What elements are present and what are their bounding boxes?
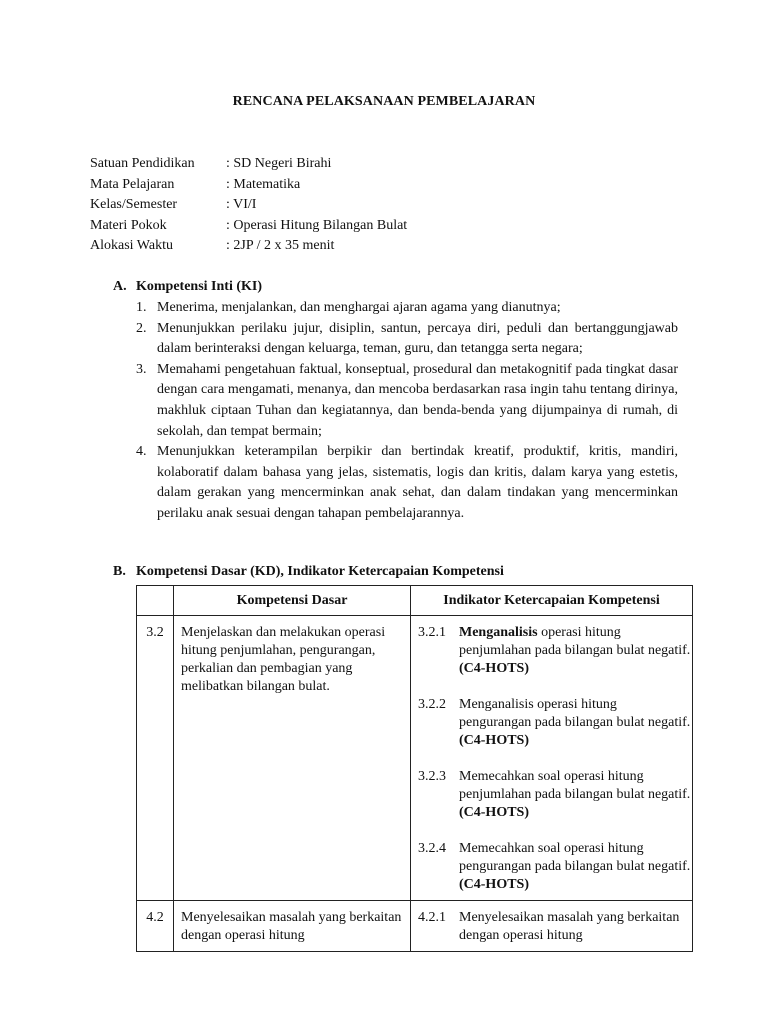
ki-list (113, 298, 678, 525)
table-row (137, 616, 693, 901)
indicator-code: 4.2.1 (418, 910, 446, 925)
indicator-tag: (C4-HOTS) (459, 877, 529, 892)
indicator-text: Memecahkan soal operasi hitung pengurangan pada bilangan bulat negatif. (459, 841, 691, 874)
identity-row (90, 154, 650, 175)
identity-label: Alokasi Waktu (90, 238, 173, 253)
section-letter: A. (113, 279, 127, 294)
kd-text: Menyelesaikan masalah yang berkaitan dengan operasi hitung (181, 910, 402, 943)
identity-value: : SD Negeri Birahi (226, 156, 332, 171)
indicator-code: 3.2.2 (418, 697, 446, 712)
identity-value: : Operasi Hitung Bilangan Bulat (226, 217, 408, 233)
indicator-code: 3.2.1 (418, 625, 446, 640)
list-text: Menunjukkan keterampilan berpikir dan bertindak kreatif, produktif, kritis, mandiri, kolaboratif dalam bahasa yang jelas, sistematis, logis dan kritis, dalam karya yang estetis, dalam gerakan yang mencerminkan anak sehat, dan dalam tindakan yang mencerminkan perilaku anak sesuai dengan tahapan pembelajarannya. (157, 444, 678, 521)
cell-no (137, 901, 174, 952)
document-title: RENCANA PELAKSANAAN PEMBELAJARAN (232, 94, 536, 109)
list-text: Menerima, menjalankan, dan menghargai ajaran agama yang dianutnya; (157, 300, 561, 315)
indicator-tag: (C4-HOTS) (459, 661, 529, 676)
header-no (137, 586, 174, 616)
kd-text: Menjelaskan dan melakukan operasi hitung penjumlahan, pengurangan, perkalian dan pembagian yang melibatkan bilangan bulat. (181, 625, 386, 694)
row-number: 3.2 (146, 625, 164, 640)
indicator-text: Menganalisis operasi hitung pengurangan pada bilangan bulat negatif. (459, 697, 691, 730)
indicator-item (418, 768, 692, 822)
identity-value: : 2JP / 2 x 35 menit (226, 238, 335, 253)
list-item (113, 442, 678, 524)
indicator-text: Menyelesaikan masalah yang berkaitan dengan operasi hitung (459, 910, 680, 943)
indicator-tag: (C4-HOTS) (459, 805, 529, 820)
list-item (113, 298, 678, 319)
identity-value: : Matematika (226, 176, 301, 192)
indicator-item (418, 840, 692, 894)
list-text: Menunjukkan perilaku jujur, disiplin, santun, percaya diri, peduli dan bertanggungjawab dalam berinteraksi dengan keluarga, teman, guru, dan tetangga serta negara; (157, 320, 678, 357)
list-item (113, 319, 678, 360)
section-heading (113, 562, 693, 583)
identity-row (90, 216, 650, 237)
identity-row (90, 236, 650, 257)
identity-label: Mata Pelajaran (90, 176, 175, 192)
cell-indikator (411, 616, 693, 901)
indicator-item (418, 624, 692, 678)
indicator-tag: (C4-HOTS) (459, 733, 529, 748)
list-number: 4. (136, 444, 147, 460)
indicator-bold-lead: Menganalisis (459, 625, 538, 640)
identity-row (90, 195, 650, 216)
cell-indikator (411, 901, 693, 952)
cell-no (137, 616, 174, 901)
identity-block (90, 154, 650, 257)
list-text: Memahami pengetahuan faktual, konseptual, prosedural dan metakognitif pada tingkat dasar dengan cara mengamati, menanya, dan mencoba berdasarkan rasa ingin tahu tentang dirinya, makhluk ciptaan Tuhan dan kegiatannya, dan benda-benda yang dijumpainya di rumah, di sekolah, dan tempat bermain; (157, 361, 678, 439)
identity-value: : VI/I (226, 197, 257, 212)
section-title: Kompetensi Inti (KI) (136, 279, 262, 294)
cell-kd (174, 616, 411, 901)
section-heading (113, 277, 678, 298)
identity-label: Satuan Pendidikan (90, 156, 195, 171)
cell-kd (174, 901, 411, 952)
indicator-item (418, 909, 692, 945)
table-row (137, 901, 693, 952)
section-title: Kompetensi Dasar (KD), Indikator Ketercapaian Kompetensi (136, 564, 504, 579)
list-number: 1. (136, 300, 147, 315)
indicator-item (418, 696, 692, 750)
list-number: 2. (136, 320, 147, 336)
identity-row (90, 175, 650, 196)
indicator-text: Memecahkan soal operasi hitung penjumlahan pada bilangan bulat negatif. (459, 769, 691, 802)
table-header-row (137, 586, 693, 616)
list-number: 3. (136, 361, 147, 377)
list-item (113, 360, 678, 442)
identity-label: Materi Pokok (90, 217, 167, 233)
identity-label: Kelas/Semester (90, 197, 178, 212)
indicator-code: 3.2.3 (418, 769, 446, 784)
section-letter: B. (113, 564, 126, 579)
section-kompetensi-dasar (113, 562, 693, 583)
section-kompetensi-inti (113, 277, 678, 525)
header-kompetensi-dasar: Kompetensi Dasar (174, 586, 411, 616)
indicator-text: operasi hitung penjumlahan pada bilangan bulat negatif. (459, 625, 691, 658)
kd-table (136, 585, 693, 952)
header-indikator: Indikator Ketercapaian Kompetensi (411, 586, 693, 616)
indicator-code: 3.2.4 (418, 841, 446, 856)
row-number: 4.2 (146, 910, 164, 925)
